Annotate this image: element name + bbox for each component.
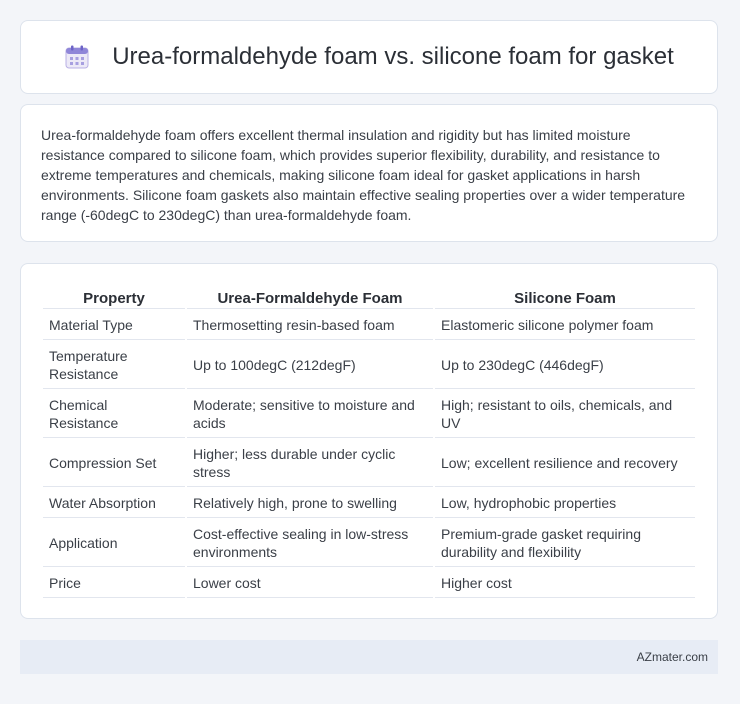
page-title: Urea-formaldehyde foam vs. silicone foam for gasket <box>112 43 674 70</box>
table-cell-urea-formaldehyde: Lower cost <box>187 569 433 598</box>
table-cell-urea-formaldehyde: Thermosetting resin-based foam <box>187 311 433 340</box>
table-cell-silicone: Elastomeric silicone polymer foam <box>435 311 695 340</box>
table-cell-urea-formaldehyde: Moderate; sensitive to moisture and acids <box>187 391 433 438</box>
table-cell-silicone: High; resistant to oils, chemicals, and UV <box>435 391 695 438</box>
column-header-urea-formaldehyde: Urea-Formaldehyde Foam <box>187 286 433 309</box>
table-cell-property: Compression Set <box>43 440 185 487</box>
table-row <box>43 569 695 598</box>
summary-text: Urea-formaldehyde foam offers excellent thermal insulation and rigidity but has limited moisture resistance compared to silicone foam, which provides superior flexibility, durability, and resistance to extreme temperatures and chemicals, making silicone foam ideal for gasket applications in harsh environments. Silicone foam gaskets also maintain effective sealing properties over a wider temperature range (-60degC to 230degC) than urea-formaldehyde foam. <box>41 127 686 223</box>
table-row <box>43 311 695 340</box>
table-cell-urea-formaldehyde: Cost-effective sealing in low-stress environments <box>187 520 433 567</box>
table-cell-silicone: Up to 230degC (446degF) <box>435 342 695 389</box>
calendar-icon <box>64 44 90 70</box>
footer <box>20 640 718 674</box>
table-cell-urea-formaldehyde: Up to 100degC (212degF) <box>187 342 433 389</box>
table-row <box>43 489 695 518</box>
table-cell-silicone: Premium-grade gasket requiring durability and flexibility <box>435 520 695 567</box>
table-cell-silicone: Higher cost <box>435 569 695 598</box>
table-cell-property: Temperature Resistance <box>43 342 185 389</box>
table-cell-silicone: Low, hydrophobic properties <box>435 489 695 518</box>
footer-site-link[interactable]: AZmater.com <box>636 650 708 664</box>
summary-card <box>20 104 718 242</box>
table-cell-property: Material Type <box>43 311 185 340</box>
table-cell-property: Water Absorption <box>43 489 185 518</box>
table-row <box>43 342 695 389</box>
table-header-row <box>43 286 695 309</box>
table-cell-silicone: Low; excellent resilience and recovery <box>435 440 695 487</box>
comparison-table <box>41 284 697 600</box>
table-cell-property: Chemical Resistance <box>43 391 185 438</box>
table-cell-property: Application <box>43 520 185 567</box>
table-row <box>43 520 695 567</box>
comparison-table-card <box>20 263 718 619</box>
column-header-property: Property <box>43 286 185 309</box>
table-row <box>43 391 695 438</box>
title-card <box>20 20 718 94</box>
table-cell-property: Price <box>43 569 185 598</box>
table-cell-urea-formaldehyde: Relatively high, prone to swelling <box>187 489 433 518</box>
table-row <box>43 440 695 487</box>
table-cell-urea-formaldehyde: Higher; less durable under cyclic stress <box>187 440 433 487</box>
column-header-silicone: Silicone Foam <box>435 286 695 309</box>
